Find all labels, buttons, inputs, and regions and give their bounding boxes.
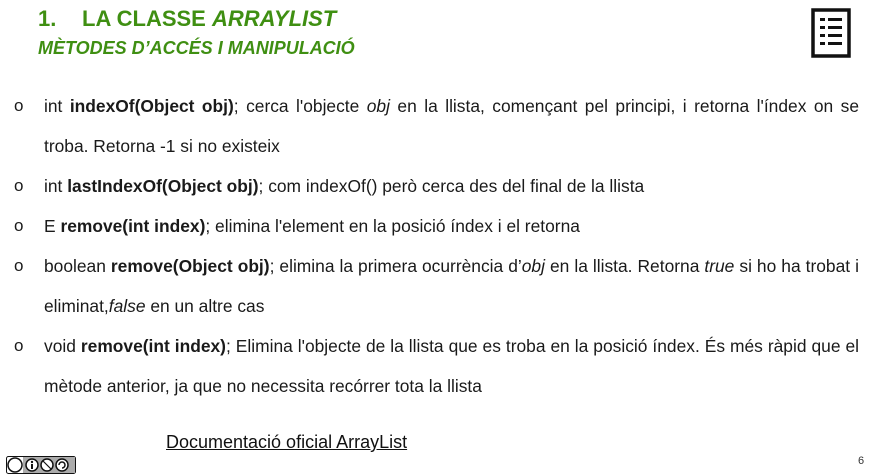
description-text: en la llista. Retorna: [544, 256, 705, 276]
method-signature: remove(Object obj): [110, 256, 270, 276]
description-text: en la llista, començant pel principi, i retorna l'índex on se troba. Retorna -1 si no existeix: [44, 96, 859, 156]
italic-term: obj: [366, 96, 390, 116]
bullet-marker: o: [14, 96, 24, 115]
list-item: [14, 166, 859, 206]
bullet-marker: o: [14, 256, 24, 275]
list-document-icon: [811, 8, 851, 58]
description-text: ; com indexOf() però cerca des del final de la llista: [258, 176, 645, 196]
description-text: ; elimina la primera ocurrència d’: [269, 256, 522, 276]
description-text: en un altre cas: [145, 296, 265, 316]
method-signature: remove(int index): [60, 216, 206, 236]
bullet-marker: o: [14, 216, 24, 235]
slide-title: [38, 6, 336, 32]
title-italic: ARRAYLIST: [211, 6, 337, 31]
title-plain: LA CLASSE: [82, 6, 212, 31]
bullet-marker: o: [14, 176, 24, 195]
description-text: si ho ha trobat i eliminat,: [44, 256, 859, 316]
return-type: boolean: [44, 256, 111, 276]
list-item: [14, 246, 859, 326]
documentation-link[interactable]: Documentació oficial ArrayList: [166, 432, 408, 452]
italic-term: false: [108, 296, 146, 316]
slide-subtitle: MÈTODES D’ACCÉS I MANIPULACIÓ: [38, 38, 355, 58]
italic-term: obj: [521, 256, 545, 276]
description-text: ; elimina l'element en la posició índex i el retorna: [205, 216, 580, 236]
title-number: 1.: [38, 6, 57, 31]
method-signature: remove(int index): [80, 336, 226, 356]
bullet-marker: o: [14, 336, 24, 355]
description-text: ; Elimina l'objecte de la llista que es troba en la posició índex. És més ràpid que el mètode anterior, ja que no necessita recórrer tota la llista: [44, 336, 860, 396]
italic-term: true: [704, 256, 735, 276]
return-type: int: [44, 176, 68, 196]
return-type: E: [44, 216, 61, 236]
method-signature: lastIndexOf(Object obj): [67, 176, 259, 196]
list-item: [14, 326, 859, 406]
description-text: ; cerca l'objecte: [233, 96, 367, 116]
method-signature: indexOf(Object obj): [69, 96, 234, 116]
method-list: [14, 86, 859, 406]
creative-commons-by-nc-sa-icon: [6, 456, 76, 474]
list-item: [14, 206, 859, 246]
return-type: void: [44, 336, 81, 356]
page-number: 6: [858, 455, 865, 467]
return-type: int: [44, 96, 70, 116]
list-item: [14, 86, 859, 166]
